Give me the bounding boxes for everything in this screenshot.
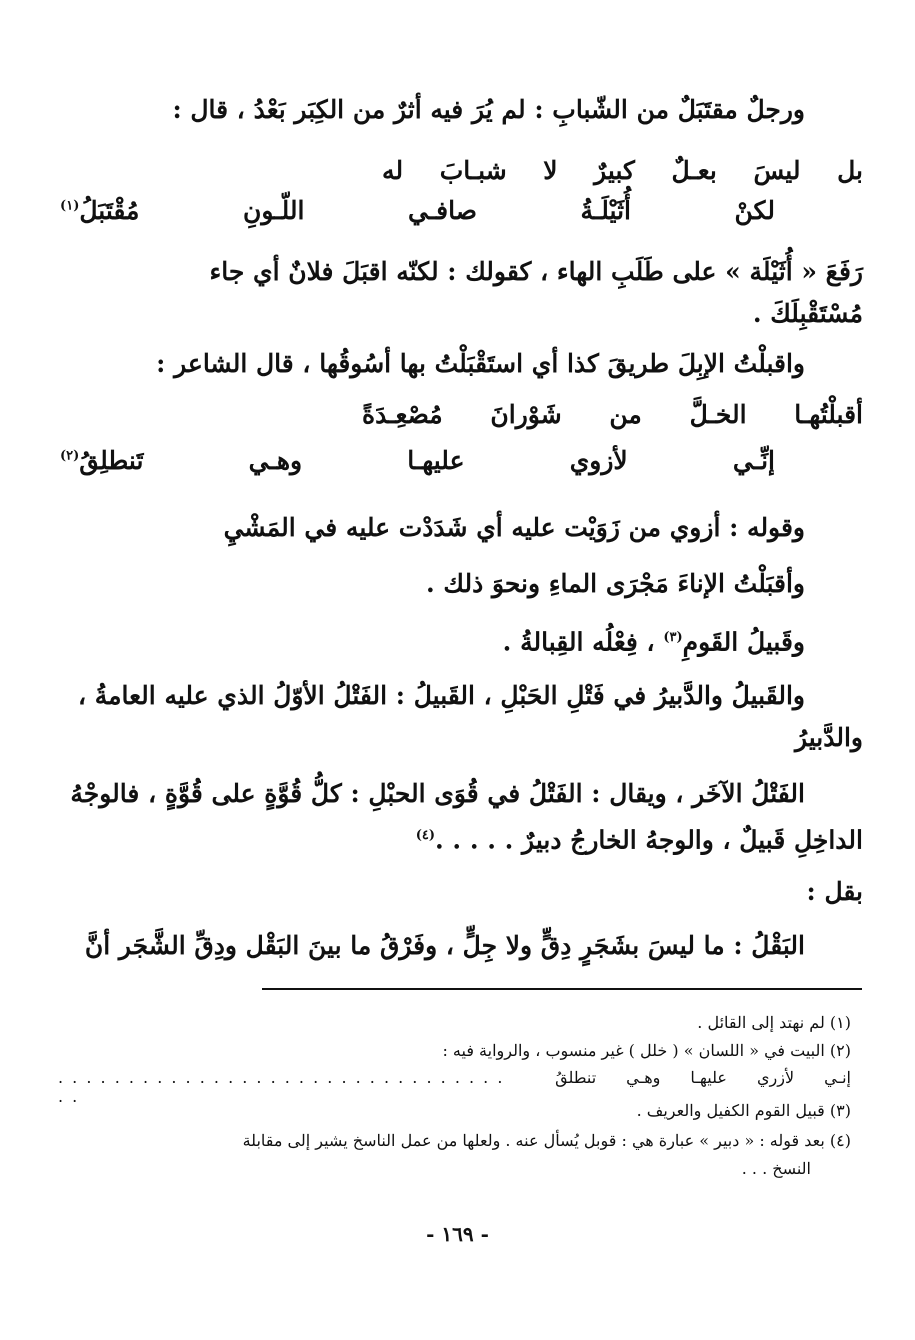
verse-2-row-1 bbox=[52, 400, 863, 429]
verse-word: شَوْرانَ bbox=[490, 400, 562, 429]
footnote-marker: (١) bbox=[60, 198, 80, 214]
body-line bbox=[52, 610, 805, 670]
verse-word: إنـي bbox=[824, 1068, 851, 1087]
footnote: (٤) بعد قوله : « دبير » عبارة هي : قوبل يُسأل عنه . ولعلها من عمل الناسخ يشير إلى مقابلة bbox=[242, 1131, 851, 1150]
body-text: الداخِلِ قَبيلٌ ، والوجهُ الخارجُ دبيرٌ . . . . . bbox=[435, 825, 863, 855]
verse-word: لا bbox=[543, 156, 558, 185]
body-line bbox=[52, 808, 863, 868]
verse-word: إنِّـي bbox=[732, 446, 775, 475]
body-line: رَفَعَ « أُثَيْلَة » على طَلَبِ الهاء ، كقولك : لكنّه اقبَلَ فلانٌ أي جاء bbox=[209, 257, 863, 286]
verse-word: تَنطلِقُ bbox=[79, 446, 144, 475]
footnote-marker: (٣) bbox=[663, 630, 683, 645]
verse-2-row-2 bbox=[60, 446, 775, 475]
verse-word: كبيرٌ bbox=[594, 156, 635, 185]
verse-word: مُصْعِـدَةً bbox=[362, 400, 443, 429]
footnote: النسخ . . . bbox=[741, 1159, 811, 1178]
verse-word: لأزوي bbox=[569, 446, 628, 475]
verse-word-with-note bbox=[60, 196, 139, 225]
body-line: والدَّبيرُ bbox=[794, 723, 863, 752]
verse-word: لأزري bbox=[756, 1068, 795, 1087]
entry-heading: بقل : bbox=[806, 877, 863, 906]
verse-word: عليهـا bbox=[690, 1068, 727, 1087]
verse-1-row-2 bbox=[60, 196, 775, 225]
verse-word: اللّـونِ bbox=[242, 196, 305, 225]
verse-1-row-1 bbox=[52, 156, 863, 185]
footnote-divider bbox=[262, 988, 862, 990]
verse-word: ليسَ bbox=[753, 156, 801, 185]
body-text: ، فِعْلُه القِبالةُ . bbox=[502, 627, 655, 657]
footnote: (١) لم نهتد إلى القائل . bbox=[697, 1013, 851, 1032]
verse-word: بل bbox=[837, 156, 863, 185]
verse-word: لكنْ bbox=[734, 196, 775, 225]
body-line: واقبلْتُ الإبِلَ طريقَ كذا أي استَقْبَلْتُ بها أسُوقُها ، قال الشاعر : bbox=[156, 349, 805, 378]
verse-word: أُثَيْلَـةُ bbox=[580, 196, 631, 225]
verse-word: الخـلَّ bbox=[689, 400, 747, 429]
body-line: ورجلٌ مقتَبَلٌ من الشّبابِ : لم يُرَ فيه أثرٌ من الكِبَر بَعْدُ ، قال : bbox=[172, 95, 805, 124]
verse-word: صافـي bbox=[407, 196, 477, 225]
verse-word: مُقْتَبَلُ bbox=[79, 196, 140, 225]
body-line: والقَبيلُ والدَّبيرُ في فَتْلِ الحَبْلِ ، القَبيلُ : الفَتْلُ الأوّلُ الذي عليه العامةُ ، bbox=[77, 681, 805, 710]
verse-word: شبـابَ bbox=[439, 156, 507, 185]
body-line: البَقْلُ : ما ليسَ بشَجَرٍ دِقٍّ ولا جِلٍّ ، وفَرْقُ ما بينَ البَقْل ودِقِّ الشَّجَر أنَّ bbox=[84, 931, 805, 960]
page-number: - ١٦٩ - bbox=[426, 1222, 489, 1246]
verse-word: له bbox=[382, 156, 404, 185]
body-line: مُسْتَقْبِلَكَ . bbox=[752, 299, 863, 328]
verse-word: عليهـا bbox=[407, 446, 465, 475]
verse-word: تنطلقُ bbox=[555, 1068, 597, 1087]
body-line: الفَتْلُ الآخَر ، ويقال : الفَتْلُ في قُوَى الحبْلِ : كلُّ قُوَّةٍ على قُوَّةٍ ، فالوجْهُ bbox=[70, 779, 805, 808]
verse-word: أقبلْتُهـا bbox=[794, 400, 863, 429]
footnote-verse-words bbox=[515, 1068, 851, 1087]
verse-word-with-note bbox=[60, 446, 143, 475]
footnote-marker: (٤) bbox=[415, 828, 436, 843]
footnote-verse-dots: . . . . . . . . . . . . . . . . . . . . . . . . . . . . . . . . . . bbox=[58, 1068, 505, 1106]
body-line: وأقبَلْتُ الإناءَ مَجْرَى الماءِ ونحوَ ذلك . bbox=[426, 569, 805, 598]
verse-word: بعـلٌ bbox=[671, 156, 717, 185]
footnote: (٢) البيت في « اللسان » ( خلل ) غير منسوب ، والرواية فيه : bbox=[442, 1041, 851, 1060]
footnote: (٣) قبيل القوم الكفيل والعريف . bbox=[636, 1101, 851, 1120]
body-line: وقوله : أزوي من زَوَيْت عليه أي شَدَدْت عليه في المَشْيِ bbox=[223, 513, 805, 542]
verse-word: من bbox=[609, 400, 642, 429]
verse-word: وهـي bbox=[626, 1068, 661, 1087]
body-text: وقَبيلُ القَومِ bbox=[682, 627, 805, 657]
footnote-marker: (٢) bbox=[60, 448, 80, 464]
verse-word: وهـي bbox=[248, 446, 303, 475]
